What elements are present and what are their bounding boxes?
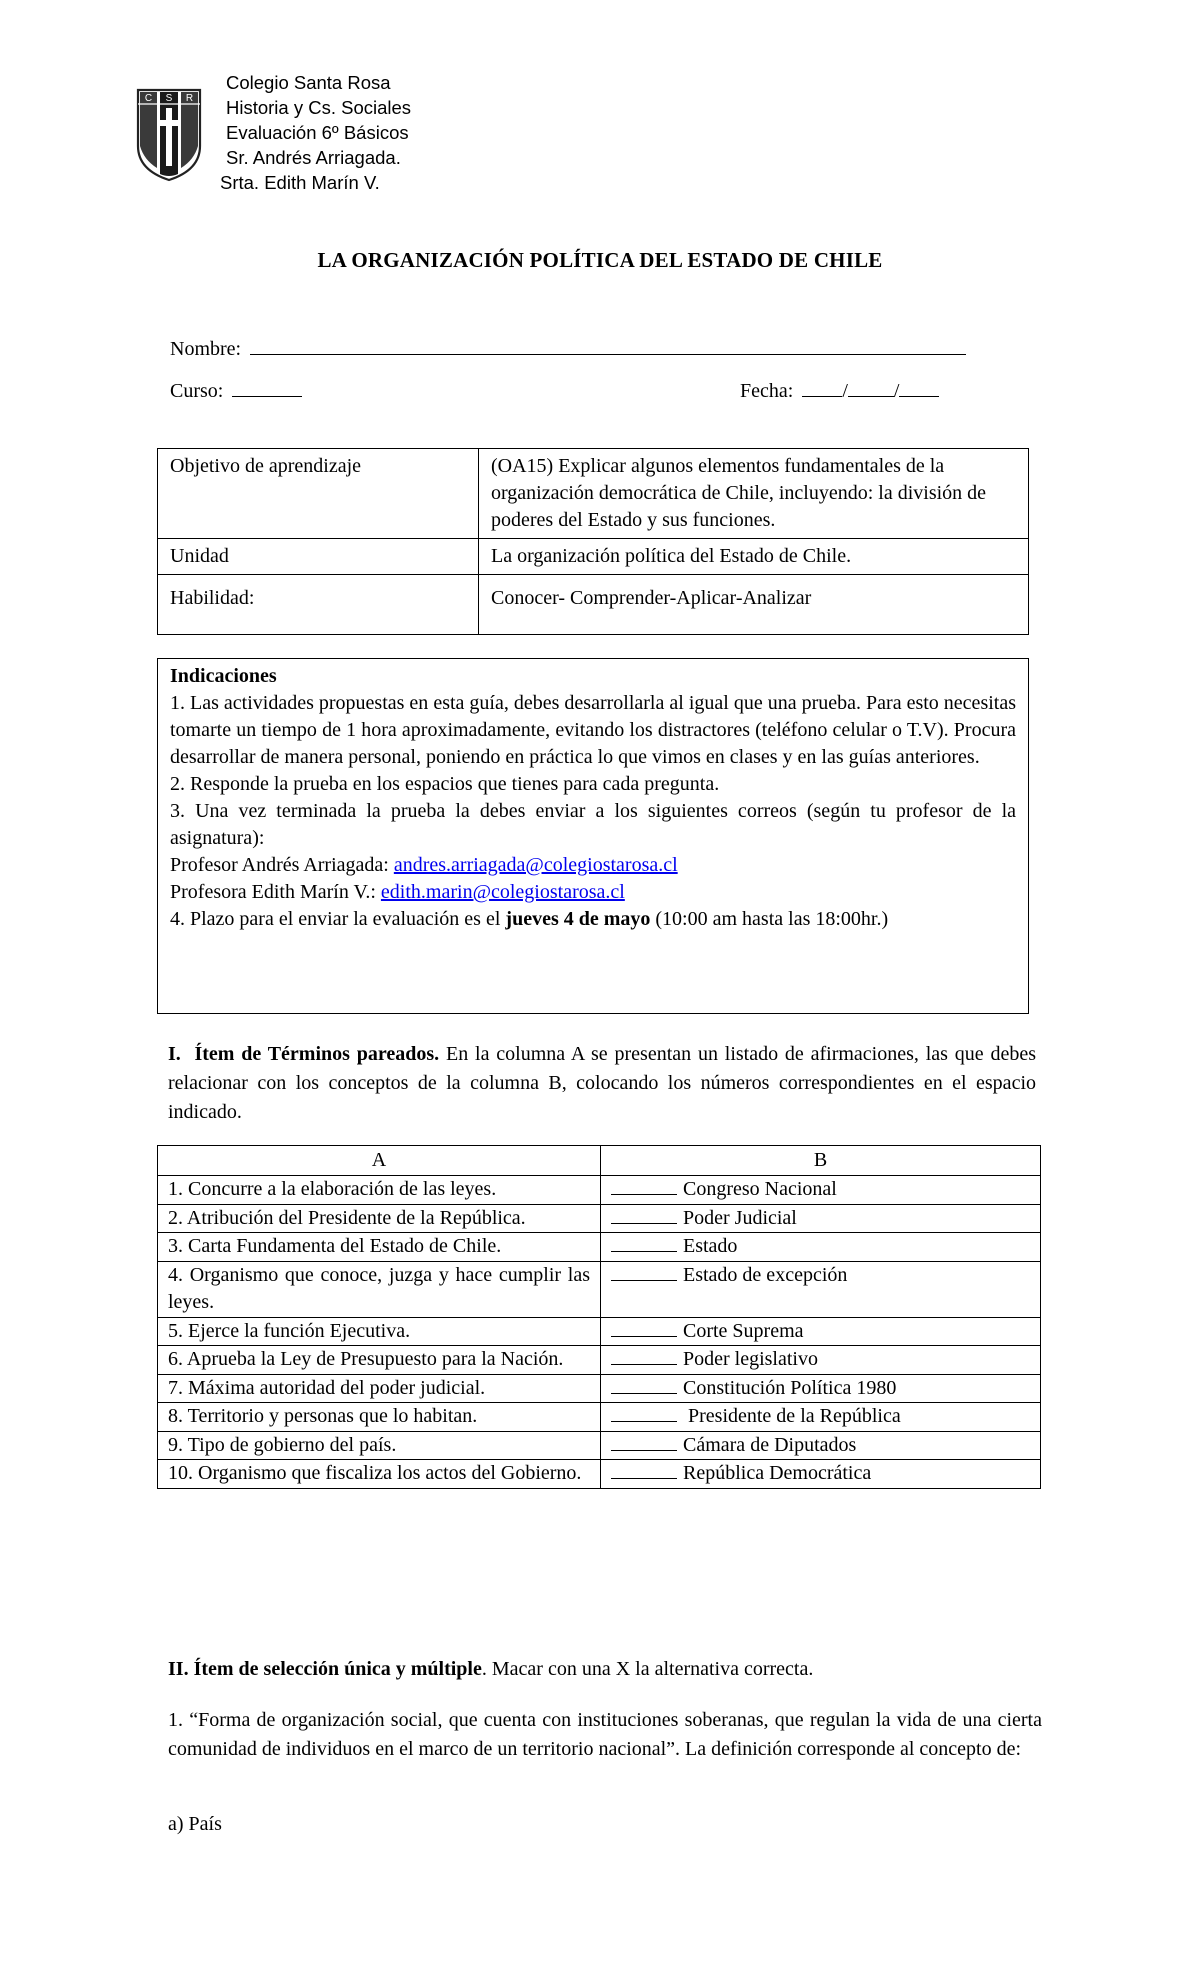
document-title: LA ORGANIZACIÓN POLÍTICA DEL ESTADO DE CHILE <box>317 248 883 272</box>
concept-cell <box>601 1460 1041 1489</box>
table-row <box>158 1431 1041 1460</box>
statement-4: 4. Organismo que conoce, juzga y hace cumplir las leyes. <box>158 1261 601 1317</box>
table-row <box>158 1374 1041 1403</box>
section-1-text: En la columna A se presentan un listado de afirmaciones, las que debes relacionar con los conceptos de la columna B, colocando los números correspondientes en el espacio indicado. <box>168 1043 1036 1123</box>
concept-cell <box>601 1233 1041 1262</box>
subject-name: Historia y Cs. Sociales <box>226 97 412 118</box>
curso-field <box>170 378 302 403</box>
deadline-date: jueves 4 de mayo <box>505 908 651 930</box>
answer-blank[interactable] <box>611 1205 677 1224</box>
answer-blank[interactable] <box>611 1233 677 1252</box>
nombre-blank[interactable] <box>250 336 966 355</box>
table-row <box>158 1233 1041 1262</box>
skill-label: Habilidad: <box>158 575 479 635</box>
unit-value: La organización política del Estado de Chile. <box>479 539 1029 575</box>
nombre-label: Nombre: <box>170 338 242 360</box>
matching-table <box>157 1145 1041 1489</box>
statement-1: 1. Concurre a la elaboración de las leyes. <box>158 1176 601 1205</box>
table-row <box>158 1346 1041 1375</box>
statement-3: 3. Carta Fundamenta del Estado de Chile. <box>158 1233 601 1262</box>
concept-cell <box>601 1204 1041 1233</box>
objective-label: Objetivo de aprendizaje <box>158 449 479 539</box>
table-row <box>158 575 1029 635</box>
section-1-number: I. <box>168 1043 181 1065</box>
concept-cell <box>601 1176 1041 1205</box>
teacher-1-contact <box>170 852 1016 879</box>
statement-9: 9. Tipo de gobierno del país. <box>158 1431 601 1460</box>
question-1: 1. “Forma de organización social, que cuenta con instituciones soberanas, que regulan la vida de una cierta comunidad de individuos en el marco de un territorio nacional”. La definición corresponde al concepto de: <box>168 1709 1042 1760</box>
logo-letter-r: R <box>185 93 194 104</box>
table-row <box>158 539 1029 575</box>
statement-7: 7. Máxima autoridad del poder judicial. <box>158 1374 601 1403</box>
concept-1: Congreso Nacional <box>683 1178 837 1200</box>
teacher-1-label: Profesor Andrés Arriagada: <box>170 854 394 876</box>
concept-5: Corte Suprema <box>683 1319 804 1342</box>
concept-cell <box>601 1374 1041 1403</box>
answer-blank[interactable] <box>611 1432 677 1451</box>
table-row <box>158 1317 1041 1346</box>
answer-blank[interactable] <box>611 1262 677 1281</box>
concept-cell <box>601 1317 1041 1346</box>
instruction-1: 1. Las actividades propuestas en esta guía, debes desarrollarla al igual que una prueba. Para esto necesitas tomarte un tiempo de 1 hora aproximadamente, evitando los distractores (teléfono celular o T.V). Procura desarrollar de manera personal, poniendo en práctica lo que vimos en clases y en las guías anteriores. <box>170 692 1016 768</box>
answer-blank[interactable] <box>611 1346 677 1365</box>
teacher-2-label: Profesora Edith Marín V.: <box>170 881 381 903</box>
fecha-day-blank[interactable] <box>802 378 842 397</box>
instructions-heading: Indicaciones <box>170 665 277 687</box>
logo-letter-s: S <box>165 93 173 104</box>
skill-value: Conocer- Comprender-Aplicar-Analizar <box>479 575 1029 635</box>
column-a-header: A <box>158 1146 601 1176</box>
fecha-field <box>740 378 939 403</box>
column-b-header: B <box>601 1146 1041 1176</box>
section-2-heading: II. Ítem de selección única y múltiple <box>168 1658 482 1680</box>
concept-cell <box>601 1431 1041 1460</box>
section-1-heading: Ítem de Términos pareados. <box>194 1043 440 1065</box>
concept-cell <box>601 1261 1041 1317</box>
statement-5: 5. Ejerce la función Ejecutiva. <box>158 1317 601 1346</box>
fecha-year-blank[interactable] <box>899 378 939 397</box>
answer-blank[interactable] <box>611 1460 677 1479</box>
section-2-intro <box>168 1655 1042 1684</box>
concept-3: Estado <box>683 1235 738 1257</box>
fecha-label: Fecha: <box>740 380 794 402</box>
curso-label: Curso: <box>170 380 224 402</box>
table-row <box>158 449 1029 539</box>
concept-10: República Democrática <box>683 1462 872 1484</box>
teacher-2-email-link[interactable]: edith.marin@colegiostarosa.cl <box>380 881 625 903</box>
answer-blank[interactable] <box>611 1318 677 1337</box>
school-header <box>220 70 412 195</box>
teacher-1: Sr. Andrés Arriagada. <box>226 147 401 168</box>
deadline-text: 4. Plazo para el enviar la evaluación es el <box>170 908 506 930</box>
concept-6: Poder legislativo <box>683 1348 818 1370</box>
concept-7: Constitución Política 1980 <box>683 1376 897 1399</box>
teacher-1-email-link[interactable]: andres.arriagada@colegiostarosa.cl <box>393 854 678 876</box>
table-row <box>158 1261 1041 1317</box>
concept-9: Cámara de Diputados <box>683 1433 857 1456</box>
answer-blank[interactable] <box>611 1375 677 1394</box>
fecha-sep-2: / <box>893 380 900 402</box>
concept-cell <box>601 1346 1041 1375</box>
table-row <box>158 1176 1041 1205</box>
section-2-text: . Macar con una X la alternativa correcta. <box>481 1658 814 1680</box>
evaluation-level: Evaluación 6º Básicos <box>226 122 409 143</box>
instruction-3: 3. Una vez terminada la prueba la debes enviar a los siguientes correos (según tu profesor de la asignatura): <box>170 800 1016 849</box>
teacher-2: Srta. Edith Marín V. <box>220 172 380 193</box>
table-header-row <box>158 1146 1041 1176</box>
question-1-option-a[interactable]: a) País <box>168 1813 222 1835</box>
table-row <box>158 1403 1041 1432</box>
instructions-box <box>157 658 1029 1014</box>
statement-2: 2. Atribución del Presidente de la República. <box>158 1204 601 1233</box>
teacher-2-contact <box>170 879 1016 906</box>
section-1-intro <box>168 1040 1036 1127</box>
fecha-month-blank[interactable] <box>848 378 894 397</box>
table-row <box>158 1204 1041 1233</box>
answer-blank[interactable] <box>611 1403 677 1422</box>
concept-4: Estado de excepción <box>683 1263 848 1286</box>
answer-blank[interactable] <box>611 1176 677 1195</box>
instruction-2: 2. Responde la prueba en los espacios que tienes para cada pregunta. <box>170 773 720 795</box>
statement-6: 6. Aprueba la Ley de Presupuesto para la Nación. <box>158 1346 601 1375</box>
unit-label: Unidad <box>158 539 479 575</box>
table-row <box>158 1460 1041 1489</box>
concept-cell <box>601 1403 1041 1432</box>
logo-letter-c: C <box>144 93 153 104</box>
nombre-field <box>170 336 966 361</box>
objective-value: (OA15) Explicar algunos elementos fundamentales de la organización democrática de Chile, incluyendo: la división de poderes del Estado y sus funciones. <box>479 449 1029 539</box>
instruction-4 <box>170 906 1016 933</box>
statement-8: 8. Territorio y personas que lo habitan. <box>158 1403 601 1432</box>
concept-8: Presidente de la República <box>683 1405 901 1427</box>
curso-blank[interactable] <box>232 378 302 397</box>
deadline-time: (10:00 am hasta las 18:00hr.) <box>650 908 889 930</box>
learning-objective-table <box>157 448 1029 635</box>
statement-10: 10. Organismo que fiscaliza los actos del Gobierno. <box>158 1460 601 1489</box>
school-crest-logo <box>136 88 202 182</box>
school-name: Colegio Santa Rosa <box>226 72 391 93</box>
fecha-sep-1: / <box>842 380 848 402</box>
concept-2: Poder Judicial <box>683 1206 797 1229</box>
